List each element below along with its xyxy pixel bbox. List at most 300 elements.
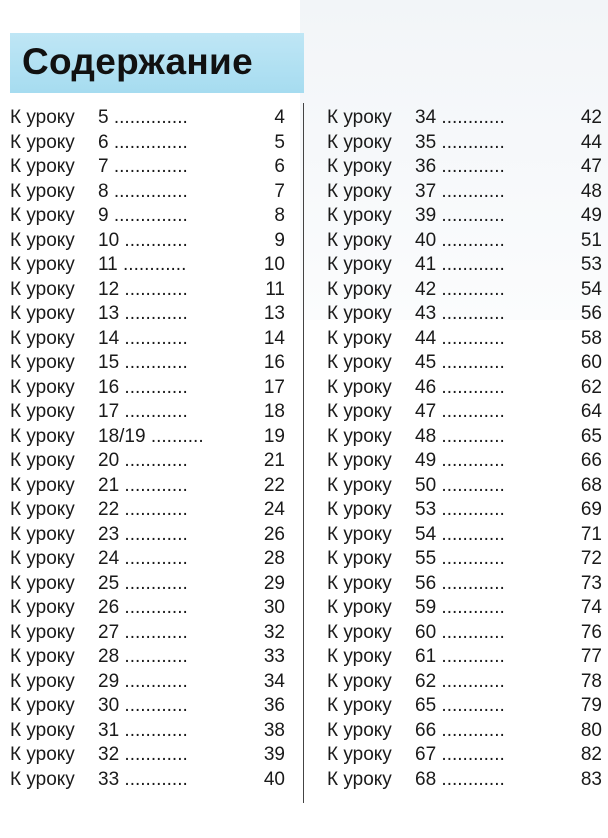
lesson-number: 22 (98, 499, 120, 520)
toc-entry (327, 131, 602, 156)
toc-entry-lesson (415, 302, 505, 327)
lesson-number: 29 (98, 670, 120, 692)
toc-entry-prefix: К уроку (327, 695, 392, 716)
toc-entry (10, 302, 285, 327)
page-number: 10 (263, 254, 285, 275)
lesson-number: 18/19 (98, 425, 146, 447)
toc-entry-lesson (415, 719, 505, 744)
lesson-number: 55 (415, 548, 437, 569)
page-number: 34 (263, 670, 285, 692)
toc-entry-prefix: К уроку (10, 548, 75, 569)
toc-entry (327, 645, 602, 670)
toc-entry-lesson (415, 106, 505, 131)
page-number: 4 (274, 107, 285, 128)
toc-entry-prefix: К уроку (327, 719, 392, 741)
lesson-number: 34 (415, 107, 437, 128)
toc-entry (327, 400, 602, 425)
dot-leader: ............ (441, 744, 505, 765)
lesson-number: 20 (98, 450, 120, 471)
toc-entry (327, 523, 602, 548)
dot-leader: ............ (124, 327, 188, 349)
page-number: 21 (263, 450, 285, 471)
page-number: 6 (274, 156, 285, 177)
toc-entry-prefix: К уроку (10, 156, 75, 177)
toc-entry (327, 229, 602, 254)
toc-entry (327, 327, 602, 352)
lesson-number: 30 (98, 695, 120, 716)
dot-leader: .............. (113, 131, 188, 153)
toc-entry-lesson (98, 498, 188, 523)
lesson-number: 8 (98, 180, 109, 202)
page-number: 44 (580, 131, 602, 153)
page-title: Содержание (22, 41, 253, 82)
toc-entry (10, 719, 285, 744)
toc-entry (10, 106, 285, 131)
toc-entry-prefix: К уроку (10, 180, 75, 202)
lesson-number: 39 (415, 205, 437, 226)
dot-leader: ............ (441, 646, 505, 667)
lesson-number: 15 (98, 352, 120, 373)
lesson-number: 24 (98, 548, 120, 569)
toc-entry-lesson (415, 180, 505, 205)
dot-leader: ............ (124, 303, 188, 324)
page-number: 7 (274, 180, 285, 202)
dot-leader: .............. (113, 205, 188, 226)
dot-leader: ............ (124, 523, 188, 545)
toc-column-left (10, 106, 285, 792)
lesson-number: 32 (98, 744, 120, 765)
dot-leader: ............ (124, 499, 188, 520)
lesson-number: 31 (98, 719, 120, 741)
toc-entry-lesson (415, 376, 505, 401)
page-number: 36 (263, 695, 285, 716)
dot-leader: ............ (441, 572, 505, 594)
toc-entry (10, 498, 285, 523)
toc-entry-lesson (98, 278, 188, 303)
toc-entry-lesson (415, 621, 505, 646)
lesson-number: 45 (415, 352, 437, 373)
toc-entry (10, 278, 285, 303)
toc-entry (327, 572, 602, 597)
lesson-number: 40 (415, 229, 437, 251)
column-divider (303, 103, 304, 803)
lesson-number: 13 (98, 303, 120, 324)
toc-entry-lesson (98, 376, 188, 401)
lesson-number: 43 (415, 303, 437, 324)
toc-entry-lesson (98, 768, 188, 793)
dot-leader: ............ (441, 156, 505, 177)
lesson-number: 26 (98, 597, 120, 618)
toc-entry-lesson (415, 400, 505, 425)
toc-entry-prefix: К уроку (10, 572, 75, 594)
toc-entry-lesson (98, 253, 186, 278)
page-number: 74 (580, 597, 602, 618)
page-number: 62 (580, 376, 602, 398)
lesson-number: 68 (415, 768, 437, 790)
page-number: 77 (580, 646, 602, 667)
toc-entry-lesson (415, 645, 505, 670)
toc-entry-prefix: К уроку (10, 474, 75, 496)
page-number: 82 (580, 744, 602, 765)
lesson-number: 37 (415, 180, 437, 202)
toc-entry-prefix: К уроку (327, 303, 392, 324)
lesson-number: 35 (415, 131, 437, 153)
dot-leader: ............ (123, 254, 187, 275)
toc-entry-prefix: К уроку (10, 376, 75, 398)
lesson-number: 25 (98, 572, 120, 594)
page-number: 11 (265, 278, 285, 300)
page-number: 60 (580, 352, 602, 373)
dot-leader: ............ (441, 278, 505, 300)
lesson-number: 6 (98, 131, 109, 153)
toc-entry-lesson (415, 351, 505, 376)
dot-leader: ............ (124, 670, 188, 692)
toc-entry (10, 645, 285, 670)
page-number: 83 (580, 768, 602, 790)
lesson-number: 66 (415, 719, 437, 741)
dot-leader: ............ (441, 425, 505, 447)
toc-entry-prefix: К уроку (327, 572, 392, 594)
toc-entry (327, 351, 602, 376)
lesson-number: 23 (98, 523, 120, 545)
toc-entry (327, 621, 602, 646)
toc-entry (10, 351, 285, 376)
lesson-number: 65 (415, 695, 437, 716)
dot-leader: ............ (441, 107, 505, 128)
page-number: 19 (263, 425, 285, 447)
toc-entry-lesson (415, 131, 505, 156)
toc-entry-prefix: К уроку (327, 229, 392, 251)
dot-leader: ............ (124, 229, 188, 251)
toc-entry-prefix: К уроку (327, 205, 392, 226)
toc-entry (10, 596, 285, 621)
toc-entry-prefix: К уроку (10, 205, 75, 226)
dot-leader: ............ (124, 597, 188, 618)
dot-leader: ............ (441, 523, 505, 545)
lesson-number: 36 (415, 156, 437, 177)
toc-entry-lesson (415, 327, 505, 352)
dot-leader: .............. (113, 180, 188, 202)
page-number: 40 (263, 768, 285, 790)
toc-entry-lesson (415, 768, 505, 793)
toc-entry (10, 425, 285, 450)
page-number: 29 (263, 572, 285, 594)
page-number: 42 (580, 107, 602, 128)
dot-leader: ............ (124, 621, 188, 643)
toc-entry (327, 376, 602, 401)
toc-entry-prefix: К уроку (10, 499, 75, 520)
page-number: 64 (580, 401, 602, 422)
toc-column-right (327, 106, 602, 792)
toc-entry-prefix: К уроку (327, 131, 392, 153)
toc-entry-lesson (98, 327, 188, 352)
toc-entry-lesson (98, 449, 188, 474)
page-number: 53 (580, 254, 602, 275)
toc-entry-lesson (98, 523, 188, 548)
toc-entry-prefix: К уроку (10, 303, 75, 324)
page-number: 14 (263, 327, 285, 349)
dot-leader: ............ (124, 352, 188, 373)
page-number: 24 (263, 499, 285, 520)
page-number: 22 (263, 474, 285, 496)
toc-entry (10, 572, 285, 597)
toc-entry (10, 131, 285, 156)
toc-entry (327, 694, 602, 719)
toc-entry (327, 596, 602, 621)
page-number: 49 (580, 205, 602, 226)
toc-entry-lesson (98, 204, 188, 229)
toc-entry (327, 768, 602, 793)
page-number: 71 (580, 523, 602, 545)
page-number: 47 (580, 156, 602, 177)
toc-entry-lesson (415, 449, 505, 474)
page-number: 79 (580, 695, 602, 716)
page-number: 39 (263, 744, 285, 765)
lesson-number: 59 (415, 597, 437, 618)
page-number: 17 (263, 376, 285, 398)
toc-entry (327, 449, 602, 474)
toc-entry (10, 621, 285, 646)
toc-entry-prefix: К уроку (327, 744, 392, 765)
toc-entry (327, 204, 602, 229)
page-number: 13 (263, 303, 285, 324)
page-number: 9 (274, 229, 285, 251)
toc-entry-lesson (98, 229, 188, 254)
dot-leader: ............ (124, 695, 188, 716)
lesson-number: 42 (415, 278, 437, 300)
toc-entry-prefix: К уроку (10, 621, 75, 643)
toc-entry-lesson (98, 474, 188, 499)
toc-entry (327, 474, 602, 499)
toc-entry-prefix: К уроку (10, 278, 75, 300)
page-number: 76 (580, 621, 602, 643)
lesson-number: 48 (415, 425, 437, 447)
lesson-number: 9 (98, 205, 109, 226)
toc-entry-lesson (98, 351, 188, 376)
page-number: 33 (263, 646, 285, 667)
toc-entry-lesson (415, 670, 505, 695)
toc-entry-lesson (415, 572, 505, 597)
toc-entry-prefix: К уроку (327, 450, 392, 471)
dot-leader: ............ (441, 180, 505, 202)
toc-entry-prefix: К уроку (10, 131, 75, 153)
dot-leader: ............ (124, 278, 188, 300)
toc-entry-lesson (98, 155, 188, 180)
contents-header (10, 33, 304, 93)
dot-leader: ............ (124, 744, 188, 765)
lesson-number: 56 (415, 572, 437, 594)
toc-entry-prefix: К уроку (327, 180, 392, 202)
toc-entry-lesson (98, 131, 188, 156)
lesson-number: 14 (98, 327, 120, 349)
toc-entry-lesson (415, 425, 505, 450)
lesson-number: 33 (98, 768, 120, 790)
toc-entry (10, 768, 285, 793)
toc-entry-prefix: К уроку (327, 425, 392, 447)
toc-entry-prefix: К уроку (10, 695, 75, 716)
lesson-number: 53 (415, 499, 437, 520)
dot-leader: ............ (441, 229, 505, 251)
toc-entry (10, 400, 285, 425)
dot-leader: ............ (124, 548, 188, 569)
page-number: 48 (580, 180, 602, 202)
toc-entry (327, 155, 602, 180)
toc-entry (10, 449, 285, 474)
page-number: 58 (580, 327, 602, 349)
dot-leader: ............ (441, 131, 505, 153)
lesson-number: 21 (98, 474, 120, 496)
toc-entry-prefix: К уроку (327, 254, 392, 275)
lesson-number: 46 (415, 376, 437, 398)
dot-leader: ............ (441, 303, 505, 324)
page-number: 69 (580, 499, 602, 520)
lesson-number: 10 (98, 229, 120, 251)
lesson-number: 60 (415, 621, 437, 643)
dot-leader: ............ (124, 768, 188, 790)
lesson-number: 27 (98, 621, 120, 643)
toc-entry-prefix: К уроку (327, 352, 392, 373)
toc-entry (327, 106, 602, 131)
toc-entry (327, 425, 602, 450)
dot-leader: ............ (441, 352, 505, 373)
lesson-number: 17 (98, 401, 120, 422)
toc-entry (327, 498, 602, 523)
toc-entry-lesson (415, 474, 505, 499)
lesson-number: 50 (415, 474, 437, 496)
toc-entry-prefix: К уроку (10, 327, 75, 349)
toc-entry-prefix: К уроку (327, 156, 392, 177)
toc-entry (327, 547, 602, 572)
toc-entry-prefix: К уроку (10, 768, 75, 790)
toc-entry-lesson (415, 547, 505, 572)
toc-entry-prefix: К уроку (10, 719, 75, 741)
page-number: 5 (274, 131, 285, 153)
toc-entry-lesson (98, 645, 188, 670)
toc-entry (10, 253, 285, 278)
lesson-number: 12 (98, 278, 120, 300)
toc-entry (327, 180, 602, 205)
toc-entry-prefix: К уроку (327, 670, 392, 692)
toc-entry (327, 278, 602, 303)
lesson-number: 54 (415, 523, 437, 545)
dot-leader: ............ (124, 401, 188, 422)
dot-leader: ............ (124, 376, 188, 398)
dot-leader: ............ (124, 572, 188, 594)
page-number: 26 (263, 523, 285, 545)
toc-entry (327, 253, 602, 278)
toc-entry-lesson (415, 596, 505, 621)
page-number: 80 (580, 719, 602, 741)
page-number: 54 (580, 278, 602, 300)
toc-entry-lesson (415, 253, 505, 278)
toc-entry (10, 327, 285, 352)
toc-entry (327, 743, 602, 768)
toc-entry-prefix: К уроку (10, 670, 75, 692)
page-number: 8 (274, 205, 285, 226)
toc-entry-lesson (98, 621, 188, 646)
dot-leader: .............. (113, 156, 188, 177)
toc-entry-lesson (98, 596, 188, 621)
toc-entry (10, 155, 285, 180)
toc-entry-prefix: К уроку (10, 523, 75, 545)
toc-entry (10, 180, 285, 205)
toc-entry (10, 743, 285, 768)
toc-entry-prefix: К уроку (10, 229, 75, 251)
dot-leader: ............ (124, 719, 188, 741)
dot-leader: ............ (441, 695, 505, 716)
page-number: 65 (580, 425, 602, 447)
toc-entry-prefix: К уроку (327, 401, 392, 422)
toc-entry-prefix: К уроку (327, 523, 392, 545)
toc-entry-prefix: К уроку (327, 646, 392, 667)
toc-entry-lesson (415, 278, 505, 303)
page-number: 78 (580, 670, 602, 692)
dot-leader: .............. (113, 107, 188, 128)
dot-leader: ............ (441, 327, 505, 349)
dot-leader: ............ (441, 621, 505, 643)
toc-entry (10, 376, 285, 401)
dot-leader: ............ (441, 401, 505, 422)
toc-entry-lesson (415, 229, 505, 254)
dot-leader: ............ (441, 450, 505, 471)
toc-entry-lesson (415, 523, 505, 548)
lesson-number: 49 (415, 450, 437, 471)
dot-leader: .......... (150, 425, 204, 447)
toc-entry-lesson (415, 155, 505, 180)
lesson-number: 41 (415, 254, 437, 275)
page-number: 56 (580, 303, 602, 324)
toc-entry (10, 694, 285, 719)
toc-entry-prefix: К уроку (327, 474, 392, 496)
dot-leader: ............ (441, 205, 505, 226)
page-number: 51 (580, 229, 602, 251)
toc-entry-prefix: К уроку (10, 597, 75, 618)
dot-leader: ............ (441, 499, 505, 520)
toc-entry (10, 474, 285, 499)
toc-entry-lesson (98, 547, 188, 572)
page-number: 18 (263, 401, 285, 422)
toc-entry-prefix: К уроку (10, 401, 75, 422)
lesson-number: 67 (415, 744, 437, 765)
toc-entry-prefix: К уроку (327, 768, 392, 790)
toc-entry (327, 670, 602, 695)
toc-entry-prefix: К уроку (327, 621, 392, 643)
toc-entry-prefix: К уроку (327, 327, 392, 349)
toc-entry-lesson (415, 204, 505, 229)
toc-entry (327, 719, 602, 744)
toc-entry-prefix: К уроку (10, 425, 75, 447)
dot-leader: ............ (441, 548, 505, 569)
toc-entry-lesson (98, 425, 204, 450)
lesson-number: 11 (98, 254, 118, 275)
page-number: 32 (263, 621, 285, 643)
toc-entry-prefix: К уроку (327, 499, 392, 520)
toc-entry-prefix: К уроку (327, 376, 392, 398)
lesson-number: 16 (98, 376, 120, 398)
lesson-number: 62 (415, 670, 437, 692)
toc-entry-lesson (98, 743, 188, 768)
toc-entry (327, 302, 602, 327)
dot-leader: ............ (441, 719, 505, 741)
dot-leader: ............ (124, 646, 188, 667)
toc-entry-lesson (98, 572, 188, 597)
toc-entry-prefix: К уроку (10, 352, 75, 373)
toc-entry-lesson (98, 719, 188, 744)
toc-entry-prefix: К уроку (10, 254, 75, 275)
toc-entry-prefix: К уроку (327, 597, 392, 618)
page-number: 16 (263, 352, 285, 373)
page-number: 38 (263, 719, 285, 741)
